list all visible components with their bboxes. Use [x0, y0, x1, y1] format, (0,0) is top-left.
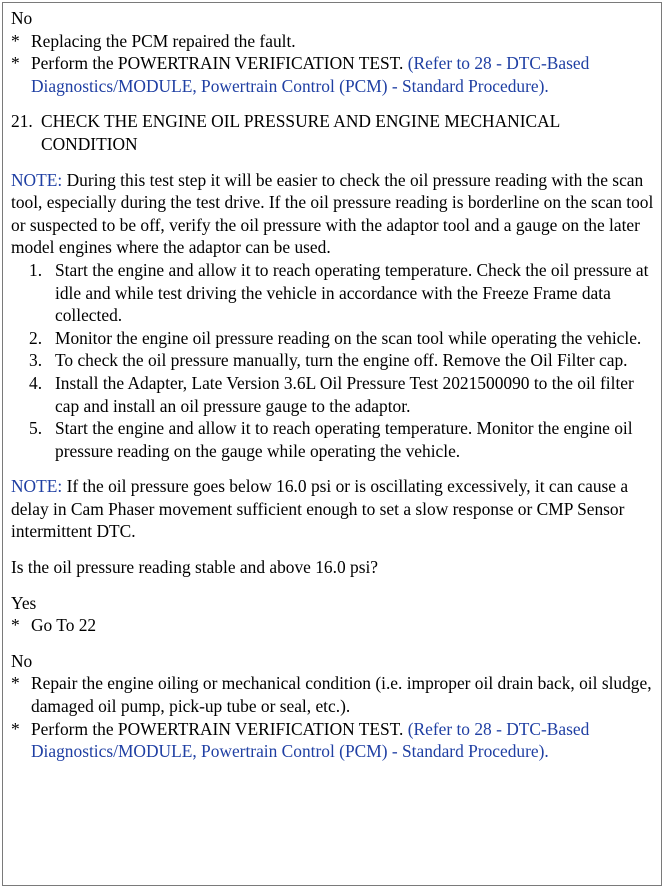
procedure-item-2 — [11, 327, 656, 350]
no-bullet-2 — [11, 52, 656, 97]
procedure-number: 4. — [29, 372, 43, 393]
procedure-text: Install the Adapter, Late Version 3.6L Oil Pressure Test 2021500090 to the oil filter cap and install an oil pressure gauge to the adaptor. — [55, 372, 634, 416]
bullet-text: Perform the POWERTRAIN VERIFICATION TEST. — [31, 718, 404, 739]
procedure-item-3 — [11, 349, 656, 372]
bullet-mark: * — [11, 30, 20, 51]
step-title — [11, 110, 656, 155]
bullet-mark: * — [11, 53, 20, 74]
yes-heading: Yes — [11, 592, 37, 613]
procedure-number: 2. — [29, 327, 43, 348]
no-bullet-1 — [11, 672, 656, 717]
procedure-item-5 — [11, 417, 656, 462]
procedure-text: To check the oil pressure manually, turn the engine off. Remove the Oil Filter cap. — [55, 350, 628, 371]
step-number: 21. — [11, 111, 33, 132]
bullet-text: Replacing the PCM repaired the fault. — [31, 30, 296, 51]
no-heading: No — [11, 8, 33, 28]
note-label: NOTE: — [11, 169, 63, 190]
bullet-mark: * — [11, 615, 20, 636]
no-heading: No — [11, 650, 33, 671]
no-bullet-1 — [11, 30, 656, 53]
procedure-number: 3. — [29, 350, 43, 371]
note-paragraph — [11, 475, 656, 543]
bullet-mark: * — [11, 718, 20, 739]
bullet-text: Repair the engine oiling or mechanical condition (i.e. improper oil drain back, oil sludge, damaged oil pump, pick-up tube or seal, etc.). — [31, 673, 652, 717]
bullet-text: Go To 22 — [31, 615, 97, 636]
document-body — [11, 7, 656, 763]
note-paragraph — [11, 169, 656, 259]
note-label: NOTE: — [11, 476, 63, 497]
bullet-text: Perform the POWERTRAIN VERIFICATION TEST. — [31, 53, 404, 74]
procedure-number: 5. — [29, 418, 43, 439]
procedure-text: Start the engine and allow it to reach operating temperature. Monitor the engine oil pressure reading on the gauge while operating the vehicle. — [55, 418, 633, 461]
procedure-item-4 — [11, 372, 656, 417]
no-bullet-2 — [11, 718, 656, 763]
bullet-mark: * — [11, 673, 20, 694]
yes-bullet-1 — [11, 614, 656, 637]
procedure-number: 1. — [29, 259, 43, 280]
procedure-reference-link[interactable]: (Refer to 28 - DTC-Based Diagnostics/MODULE, Powertrain Control (PCM) - Standard Procedure). — [31, 718, 590, 762]
procedure-item-1 — [11, 259, 656, 327]
procedure-text: Start the engine and allow it to reach operating temperature. Check the oil pressure at idle and while test driving the vehicle in accordance with the Freeze Frame data collected. — [55, 259, 649, 326]
procedure-text: Monitor the engine oil pressure reading on the scan tool while operating the vehicle. — [55, 327, 642, 348]
note-text: If the oil pressure goes below 16.0 psi or is oscillating excessively, it can cause a delay in Cam Phaser movement sufficient enough to set a slow response or CMP Sensor intermittent DTC. — [11, 476, 629, 542]
procedure-reference-link[interactable]: (Refer to 28 - DTC-Based Diagnostics/MODULE, Powertrain Control (PCM) - Standard Procedure). — [31, 53, 590, 96]
step-title-text: CHECK THE ENGINE OIL PRESSURE AND ENGINE MECHANICAL CONDITION — [41, 111, 560, 154]
question: Is the oil pressure reading stable and above 16.0 psi? — [11, 557, 379, 578]
note-text: During this test step it will be easier to check the oil pressure reading with the scan tool, especially during the test drive. If the oil pressure reading is borderline on the scan tool or suspected to be off, verify the oil pressure with the adaptor tool and a gauge on the later model engines where the adaptor can be used. — [11, 169, 654, 258]
